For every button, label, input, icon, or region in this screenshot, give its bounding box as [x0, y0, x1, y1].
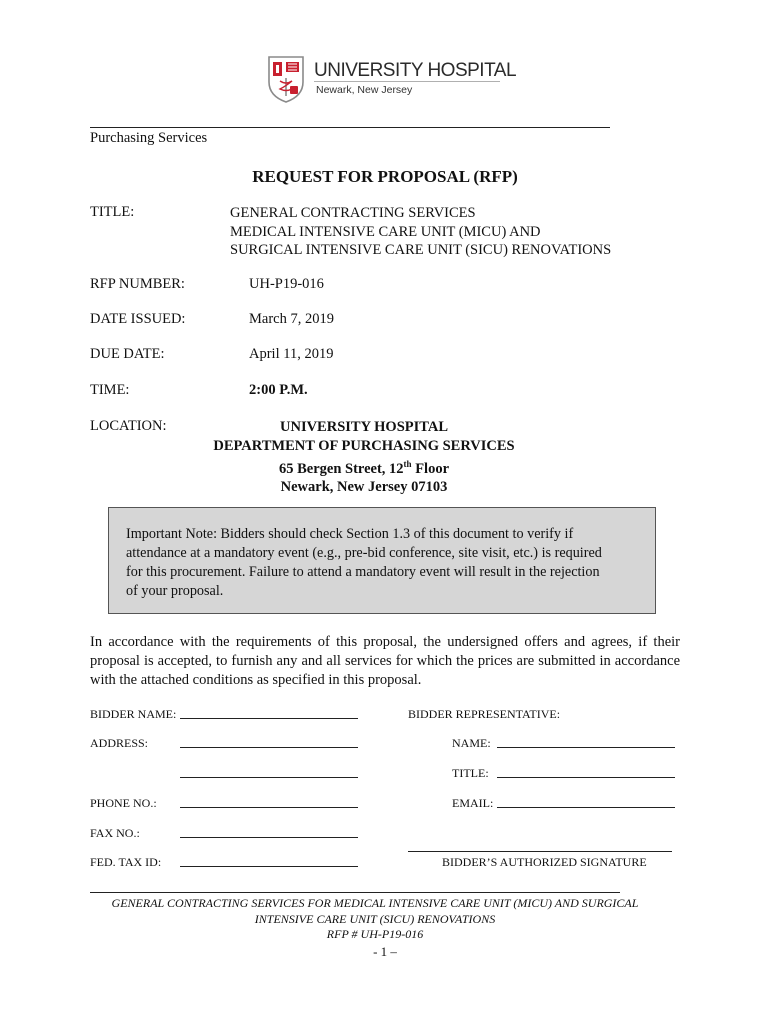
footer-line: RFP # UH-P19-016: [326, 927, 424, 941]
department-label: Purchasing Services: [90, 130, 208, 146]
signature-label: BIDDER’S AUTHORIZED SIGNATURE: [442, 855, 647, 869]
phone-field[interactable]: [180, 807, 358, 808]
time-value: 2:00 P.M.: [249, 382, 308, 398]
title-label: TITLE:: [90, 204, 135, 220]
due-date-label: DUE DATE:: [90, 346, 165, 362]
due-date-value: April 11, 2019: [249, 346, 334, 362]
time-label: TIME:: [90, 382, 130, 398]
header-rule: [90, 127, 610, 128]
rep-title-field[interactable]: [497, 777, 675, 778]
rep-name-field[interactable]: [497, 747, 675, 748]
title-line: SURGICAL INTENSIVE CARE UNIT (SICU) RENOVATIONS: [230, 242, 612, 258]
location-line: [190, 455, 538, 478]
address-label: ADDRESS:: [90, 736, 149, 750]
date-issued-value: March 7, 2019: [249, 311, 334, 327]
location-label: LOCATION:: [90, 418, 167, 434]
page-footer: [80, 896, 670, 943]
important-note-box: [108, 507, 656, 614]
phone-label: PHONE NO.:: [90, 796, 157, 810]
bidder-representative-label: BIDDER REPRESENTATIVE:: [408, 707, 561, 721]
rep-email-field[interactable]: [497, 807, 675, 808]
page-number: - 1 –: [373, 944, 397, 959]
location-line: UNIVERSITY HOSPITAL: [280, 419, 448, 435]
address-field-1[interactable]: [180, 747, 358, 748]
rep-title-label: TITLE:: [452, 766, 489, 780]
fed-tax-field[interactable]: [180, 866, 358, 867]
rep-name-label: NAME:: [452, 736, 491, 750]
note-line: attendance at a mandatory event (e.g., pre-bid conference, site visit, etc.) is required: [126, 545, 602, 561]
footer-rule: [90, 892, 620, 893]
logo-subtitle: Newark, New Jersey: [316, 84, 413, 96]
fax-field[interactable]: [180, 837, 358, 838]
bidder-name-field[interactable]: [180, 718, 358, 719]
street-text: 65 Bergen Street, 12: [278, 460, 404, 477]
address-field-2[interactable]: [180, 777, 358, 778]
logo-name: UNIVERSITY HOSPITAL: [314, 60, 517, 81]
footer-line: INTENSIVE CARE UNIT (SICU) RENOVATIONS: [254, 911, 496, 926]
hospital-shield-icon: [266, 54, 306, 104]
hospital-logo: [266, 54, 516, 106]
signature-field[interactable]: [408, 851, 672, 852]
title-line: MEDICAL INTENSIVE CARE UNIT (MICU) AND: [230, 223, 541, 240]
rfp-number-label: RFP NUMBER:: [90, 276, 185, 292]
agreement-paragraph: In accordance with the requirements of this proposal, the undersigned offers and agrees, if their proposal is accepted, to furnish any and all services for which the prices are submitted in accordance with the attached conditions as specified in this proposal.: [90, 634, 680, 688]
note-line: for this procurement. Failure to attend a mandatory event will result in the rejection: [126, 564, 600, 580]
title-line: GENERAL CONTRACTING SERVICES: [230, 205, 476, 221]
bidder-name-label: BIDDER NAME:: [90, 707, 177, 721]
location-line: DEPARTMENT OF PURCHASING SERVICES: [213, 437, 515, 454]
location-address: [190, 418, 538, 497]
rfp-number-value: UH-P19-016: [249, 276, 324, 292]
footer-line: GENERAL CONTRACTING SERVICES FOR MEDICAL INTENSIVE CARE UNIT (MICU) AND SURGICAL: [111, 896, 639, 910]
date-issued-label: DATE ISSUED:: [90, 311, 186, 327]
fed-tax-label: FED. TAX ID:: [90, 855, 162, 869]
page-title: REQUEST FOR PROPOSAL (RFP): [252, 167, 518, 186]
note-line: Important Note: Bidders should check Section 1.3 of this document to verify if: [126, 526, 574, 542]
title-value: [230, 204, 611, 260]
note-line: of your proposal.: [126, 583, 224, 599]
rep-email-label: EMAIL:: [452, 796, 494, 810]
location-line: Newark, New Jersey 07103: [280, 479, 448, 496]
ordinal-suffix: th: [403, 459, 412, 469]
floor-text: Floor: [411, 460, 450, 477]
fax-label: FAX NO.:: [90, 826, 140, 840]
logo-divider: [314, 81, 500, 82]
